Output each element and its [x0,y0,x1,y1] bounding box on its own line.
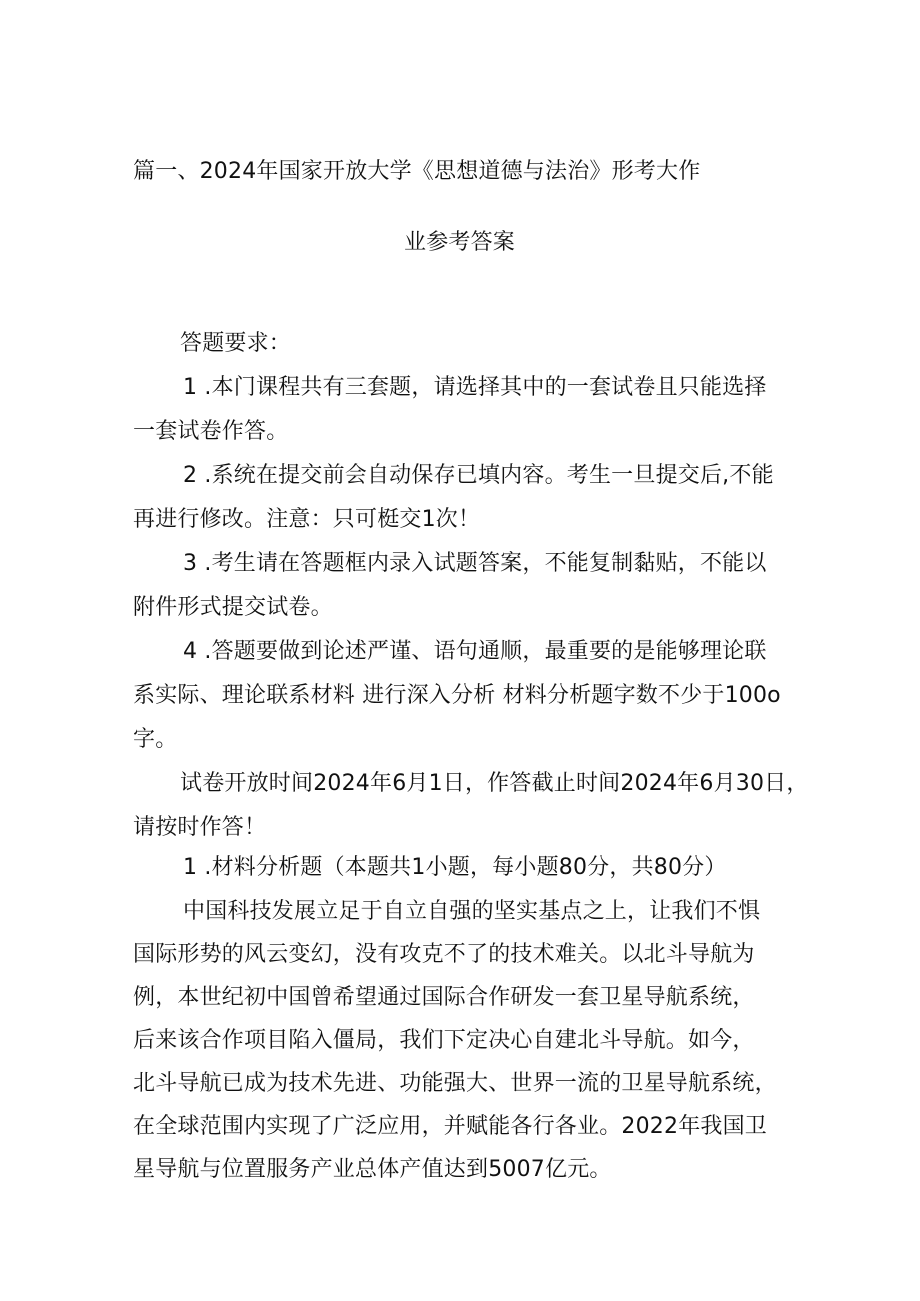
document-title-line-1: 篇一、2024年国家开放大学《思想道德与法治》形考大作 [133,159,701,184]
requirement-4-line-1: 4 .答题要做到论述严谨、语句通顺，最重要的是能够理论联 [183,639,767,664]
material-line: 国际形势的风云变幻，没有攻克不了的技术难关。以北斗导航为 [133,942,755,967]
exam-time-line-1: 试卷开放时间2024年6月1日，作答截止时间2024年6月30日， [180,771,809,796]
requirement-1-line-2: 一套试卷作答。 [133,419,289,444]
requirement-1-line-1: 1 .本门课程共有三套题，请选择其中的一套试卷且只能选择 [183,375,767,400]
question-heading: 1 .材料分析题（本题共1小题，每小题80分，共80分） [183,855,727,880]
material-line: 北斗导航已成为技术先进、功能强大、世界一流的卫星导航系统， [133,1071,777,1096]
requirement-4-line-2: 系实际、理论联系材料 进行深入分析 材料分析题字数不少于100o [133,683,781,708]
requirement-2-line-2: 再进行修改。注意：只可梃交1次！ [133,507,481,532]
material-line: 在全球范围内实现了广泛应用，并赋能各行各业。2022年我国卫 [133,1114,767,1139]
material-line: 星导航与位置服务产业总体产值达到5007亿元。 [133,1157,612,1182]
document-title-line-2: 业参考答案 [404,230,516,255]
requirement-3-line-2: 附件形式提交试卷。 [133,595,333,620]
requirement-2-line-1: 2 .系统在提交前会自动保存已填内容。考生一旦提交后,不能 [183,463,774,488]
exam-time-line-2: 请按时作答！ [133,815,267,840]
requirements-heading: 答题要求： [180,331,292,356]
requirement-3-line-1: 3 .考生请在答题框内录入试题答案，不能复制黏贴，不能以 [183,551,767,576]
material-line: 例，本世纪初中国曾希望通过国际合作研发一套卫星导航系统， [133,985,755,1010]
material-line: 后来该合作项目陷入僵局，我们下定决心自建北斗导航。如今， [133,1028,755,1053]
material-line: 中国科技发展立足于自立自强的坚实基点之上，让我们不惧 [183,899,761,924]
requirement-4-line-3: 字。 [133,727,178,752]
